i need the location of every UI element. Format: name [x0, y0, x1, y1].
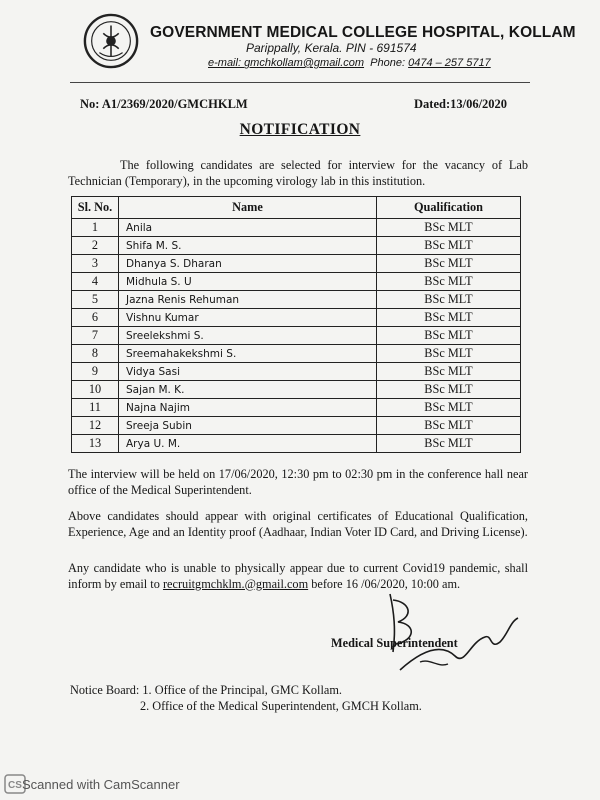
hospital-contact [208, 57, 491, 69]
table-row [72, 273, 521, 291]
college-seal-icon [82, 12, 140, 70]
email-value: gmchkollam@gmail.com [244, 57, 365, 69]
cell-qualification: BSc MLT [377, 219, 521, 237]
cell-name: Sreemahakekshmi S. [119, 345, 377, 363]
cell-name: Sajan M. K. [119, 381, 377, 399]
cell-sl-no: 12 [72, 417, 119, 435]
cell-sl-no: 4 [72, 273, 119, 291]
header-sl-no: Sl. No. [72, 197, 119, 219]
table-header-row [72, 197, 521, 219]
table-row [72, 219, 521, 237]
cell-name: Anila [119, 219, 377, 237]
cell-qualification: BSc MLT [377, 363, 521, 381]
cell-qualification: BSc MLT [377, 381, 521, 399]
header-divider [70, 82, 530, 83]
date: Dated:13/06/2020 [414, 97, 508, 111]
cell-name: Dhanya S. Dharan [119, 255, 377, 273]
reference-number: No: A1/2369/2020/GMCHKLM [80, 97, 248, 111]
cell-qualification: BSc MLT [377, 309, 521, 327]
header-qualification: Qualification [377, 197, 521, 219]
covid-text-post: before 16 /06/2020, 10:00 am. [308, 576, 461, 591]
cell-name: Arya U. M. [119, 435, 377, 453]
cell-qualification: BSc MLT [377, 399, 521, 417]
cell-qualification: BSc MLT [377, 291, 521, 309]
table-row [72, 237, 521, 255]
notification-heading [0, 121, 600, 139]
intro-paragraph: The following candidates are selected for interview for the vacancy of Lab Technician (Temporary), in the upcoming virology lab in this institution. [68, 158, 528, 188]
hospital-name: GOVERNMENT MEDICAL COLLEGE HOSPITAL, KOLLAM [150, 24, 576, 41]
interview-paragraph: The interview will be held on 17/06/2020, 12:30 pm to 02:30 pm in the conference hall near office of the Medical Superintendent. [68, 467, 528, 497]
cell-qualification: BSc MLT [377, 327, 521, 345]
table-row [72, 435, 521, 453]
hospital-address: Parippally, Kerala. PIN - 691574 [246, 41, 417, 55]
cell-qualification: BSc MLT [377, 237, 521, 255]
table-row [72, 327, 521, 345]
notice-board-line-2: 2. Office of the Medical Superintendent, GMCH Kollam. [140, 698, 422, 713]
table-row [72, 399, 521, 417]
covid-text-pre: Any candidate who is unable to physically appear due to current Covid19 pandemic, shall inform by email to [68, 561, 528, 591]
table-row [72, 291, 521, 309]
cell-name: Vidya Sasi [119, 363, 377, 381]
cell-sl-no: 2 [72, 237, 119, 255]
heading-text: NOTIFICATION [239, 121, 361, 138]
handwritten-signature [360, 582, 530, 682]
cell-sl-no: 1 [72, 219, 119, 237]
svg-text:CS: CS [8, 780, 22, 791]
camscanner-watermark: Scanned with CamScanner [22, 777, 180, 792]
table-row [72, 363, 521, 381]
header-name: Name [119, 197, 377, 219]
cell-sl-no: 6 [72, 309, 119, 327]
recruitment-email-link[interactable]: recruitgmchklm.@gmail.com [162, 576, 309, 591]
phone-value: 0474 – 257 5717 [408, 57, 491, 69]
cell-sl-no: 11 [72, 399, 119, 417]
cell-name: Jazna Renis Rehuman [119, 291, 377, 309]
cell-name: Sreelekshmi S. [119, 327, 377, 345]
notice-board-line-1: Notice Board: 1. Office of the Principal, GMC Kollam. [70, 683, 342, 697]
cell-qualification: BSc MLT [377, 273, 521, 291]
cell-sl-no: 7 [72, 327, 119, 345]
cell-sl-no: 9 [72, 363, 119, 381]
email-label: e-mail: [208, 57, 245, 69]
table-row [72, 417, 521, 435]
signatory-title: Medical Superintendent [331, 636, 458, 650]
cell-qualification: BSc MLT [377, 255, 521, 273]
cell-sl-no: 10 [72, 381, 119, 399]
cell-name: Najna Najim [119, 399, 377, 417]
certificates-paragraph: Above candidates should appear with original certificates of Educational Qualification, Experience, Age and an Identity proof (Aadhaar, Indian Voter ID Card, and Driving License). [68, 509, 528, 539]
cell-name: Sreeja Subin [119, 417, 377, 435]
cell-sl-no: 13 [72, 435, 119, 453]
cell-name: Shifa M. S. [119, 237, 377, 255]
table-row [72, 255, 521, 273]
table-row [72, 381, 521, 399]
cell-qualification: BSc MLT [377, 435, 521, 453]
table-row [72, 345, 521, 363]
notice-board [70, 683, 422, 714]
cell-name: Vishnu Kumar [119, 309, 377, 327]
phone-label: Phone: [370, 57, 409, 69]
cell-sl-no: 8 [72, 345, 119, 363]
cell-qualification: BSc MLT [377, 345, 521, 363]
candidates-table [71, 196, 521, 453]
cell-sl-no: 3 [72, 255, 119, 273]
cell-sl-no: 5 [72, 291, 119, 309]
cell-name: Midhula S. U [119, 273, 377, 291]
cell-qualification: BSc MLT [377, 417, 521, 435]
table-row [72, 309, 521, 327]
